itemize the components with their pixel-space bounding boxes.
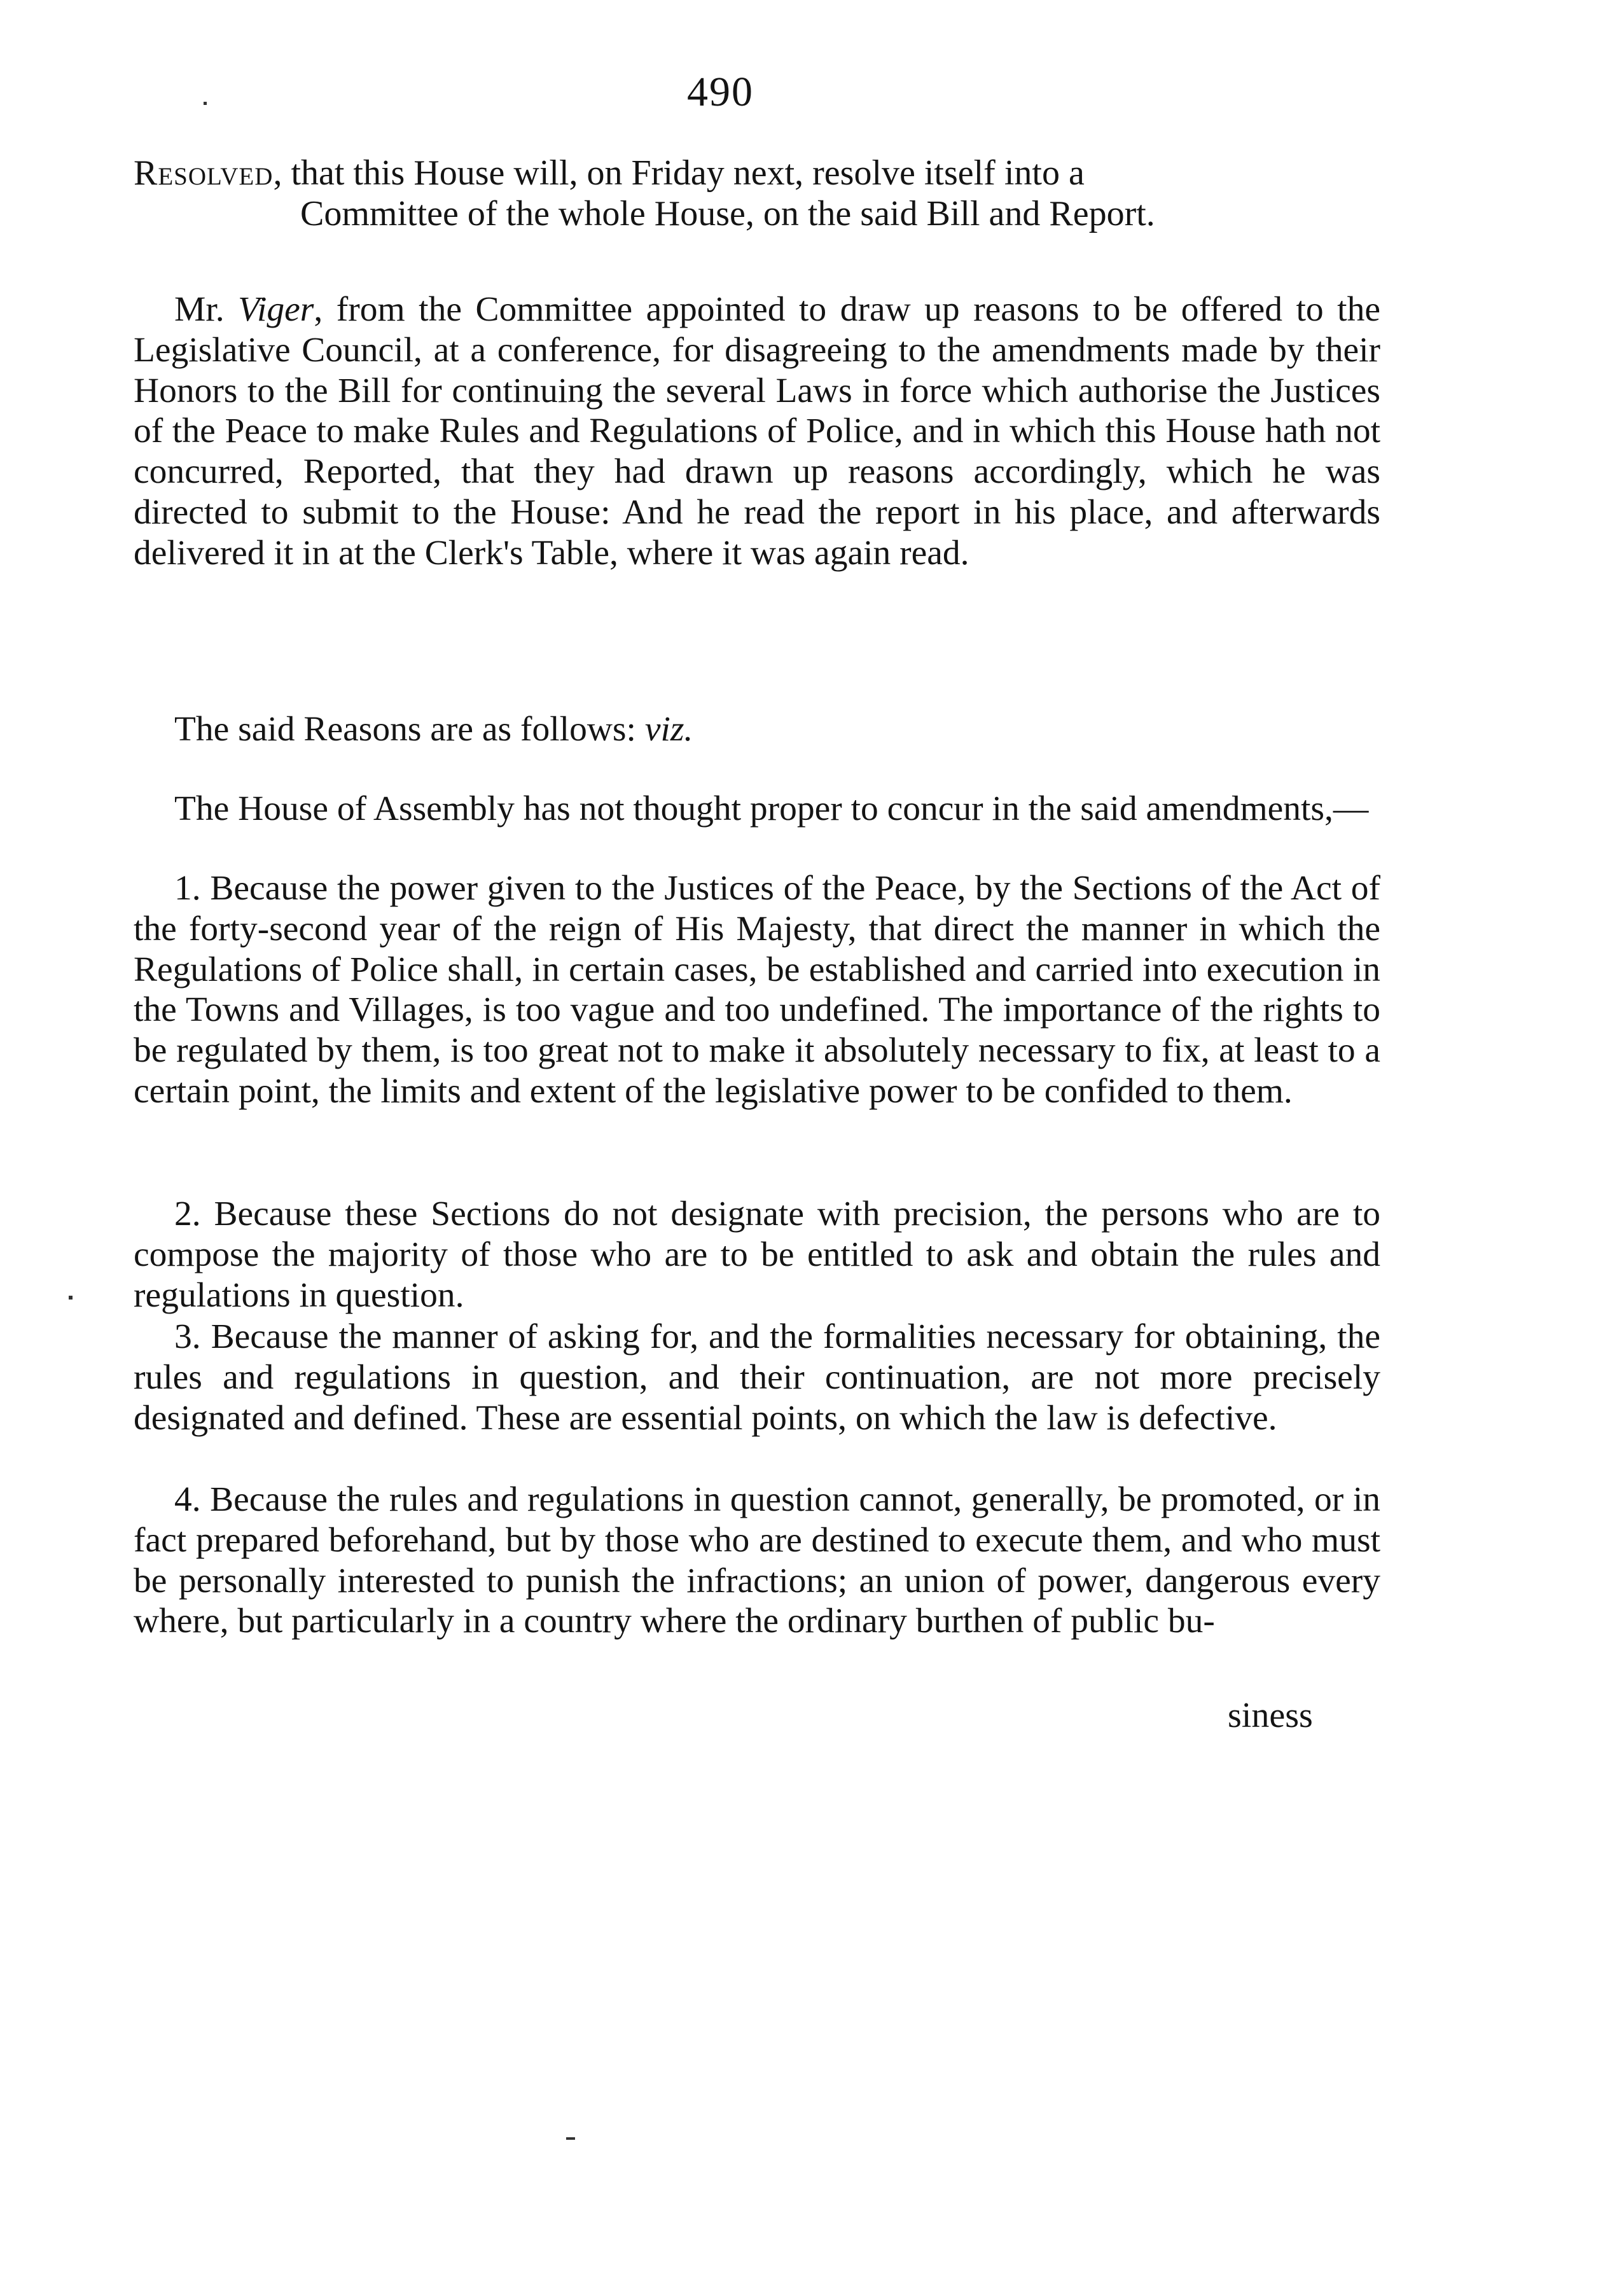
said-reasons-viz: viz.: [644, 710, 693, 749]
house-not-concur-paragraph: The House of Assembly has not thought proper to concur in the said amendments,—: [174, 789, 1369, 828]
viger-prefix: Mr.: [174, 290, 239, 329]
resolved-lead: Resolved: [134, 153, 274, 193]
resolved-line-2: Committee of the whole House, on the said Bill and Report.: [300, 194, 1155, 233]
print-speck: [204, 102, 207, 105]
reason-4-paragraph: 4. Because the rules and regulations in question cannot, generally, be promoted, or in fact prepared beforehand, but by those who are destined to execute them, and who must be personally interested to punish the infractions; an union of power, dangerous every where, but particularly in a country where the ordinary burthen of public bu-: [134, 1480, 1380, 1641]
print-speck: [69, 1296, 73, 1300]
catchword: siness: [1228, 1696, 1313, 1735]
resolved-line-1: [134, 153, 1380, 193]
viger-name: Viger: [238, 290, 314, 329]
reason-1-paragraph: 1. Because the power given to the Justices of the Peace, by the Sections of the Act of the forty-second year of the reign of His Majesty, that direct the manner in which the Regulations of Police shall, in certain cases, be established and carried into execution in the Towns and Villages, is too vague and too undefined. The importance of the rights to be regulated by them, is too great not to make it absolutely necessary to fix, at least to a certain point, the limits and extent of the legislative power to be confided to them.: [134, 869, 1380, 1111]
resolved-line-1-text: , that this House will, on Friday next, resolve itself into a: [273, 153, 1085, 193]
viger-text: , from the Committee appointed to draw up reasons to be offered to the Legislative Council, at a conference, for disagreeing to the amendments made by their Honors to the Bill for continuing the several Laws in force which authorise the Justices of the Peace to make Rules and Regulations of Police, and in which this House hath not concurred, Reported, that they had drawn up reasons accordingly, which he was directed to submit to the House: And he read the report in his place, and afterwards delivered it in at the Clerk's Table, where it was again read.: [134, 290, 1380, 572]
said-reasons-paragraph: [134, 709, 1380, 750]
print-speck: [566, 2137, 575, 2140]
reason-3-paragraph: 3. Because the manner of asking for, and the formalities necessary for obtaining, the rules and regulations in question, and their continuation, are not more precisely designated and defined. These are essential points, on which the law is defective.: [134, 1317, 1380, 1438]
reason-2-paragraph: 2. Because these Sections do not designate with precision, the persons who are to compose the majority of those who are to be entitled to ask and obtain the rules and regulations in question.: [134, 1195, 1380, 1315]
said-reasons-text: The said Reasons are as follows:: [174, 710, 645, 749]
page-number: 490: [687, 69, 754, 115]
viger-report-paragraph: [134, 289, 1380, 574]
resolved-paragraph: [134, 153, 1380, 234]
